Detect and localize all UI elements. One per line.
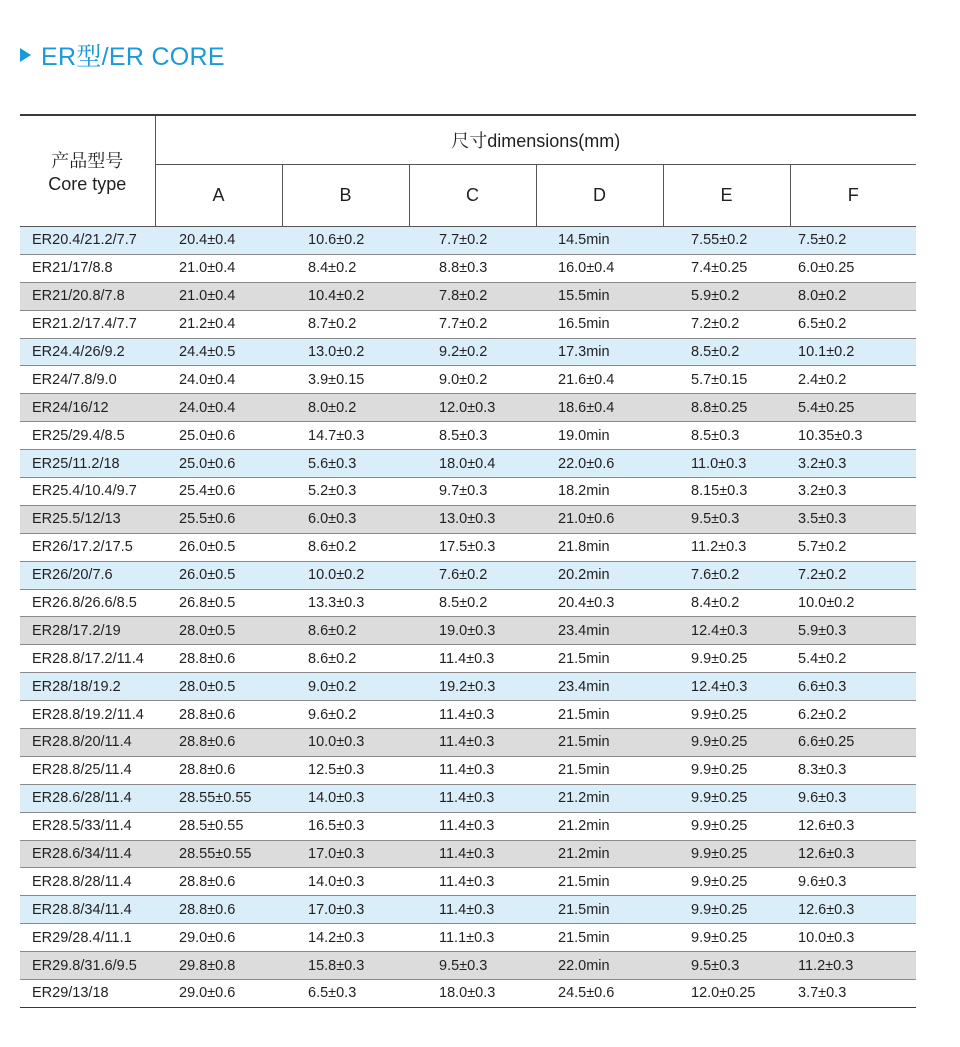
cell-dim-c: 19.2±0.3 (409, 673, 536, 701)
cell-core-type: ER28/17.2/19 (20, 617, 155, 645)
cell-core-type: ER28.8/34/11.4 (20, 896, 155, 924)
cell-dim-d: 18.6±0.4 (536, 394, 663, 422)
cell-core-type: ER29/13/18 (20, 980, 155, 1008)
cell-dim-c: 13.0±0.3 (409, 505, 536, 533)
cell-dim-c: 12.0±0.3 (409, 394, 536, 422)
header-col-c: C (409, 165, 536, 227)
cell-dim-f: 2.4±0.2 (790, 366, 916, 394)
cell-dim-e: 5.7±0.15 (663, 366, 790, 394)
cell-dim-d: 21.2min (536, 784, 663, 812)
cell-dim-c: 11.4±0.3 (409, 729, 536, 757)
cell-dim-c: 18.0±0.4 (409, 450, 536, 478)
cell-dim-e: 11.2±0.3 (663, 533, 790, 561)
cell-dim-c: 11.4±0.3 (409, 868, 536, 896)
cell-core-type: ER28.6/34/11.4 (20, 840, 155, 868)
header-col-b: B (282, 165, 409, 227)
table-row (20, 701, 916, 729)
cell-dim-f: 12.6±0.3 (790, 812, 916, 840)
cell-dim-b: 10.0±0.3 (282, 729, 409, 757)
cell-dim-a: 29.0±0.6 (155, 924, 282, 952)
table-row (20, 310, 916, 338)
cell-dim-c: 9.0±0.2 (409, 366, 536, 394)
cell-dim-e: 8.5±0.2 (663, 338, 790, 366)
cell-dim-a: 28.8±0.6 (155, 645, 282, 673)
cell-dim-c: 8.8±0.3 (409, 254, 536, 282)
cell-dim-e: 9.5±0.3 (663, 952, 790, 980)
cell-core-type: ER28.8/17.2/11.4 (20, 645, 155, 673)
cell-dim-d: 21.6±0.4 (536, 366, 663, 394)
table-row (20, 729, 916, 757)
cell-dim-c: 11.4±0.3 (409, 812, 536, 840)
cell-dim-f: 7.2±0.2 (790, 561, 916, 589)
cell-dim-e: 9.5±0.3 (663, 505, 790, 533)
header-col-f: F (790, 165, 916, 227)
cell-dim-a: 28.8±0.6 (155, 868, 282, 896)
cell-dim-e: 7.2±0.2 (663, 310, 790, 338)
cell-dim-d: 21.5min (536, 868, 663, 896)
table-row (20, 478, 916, 506)
table-row (20, 338, 916, 366)
table-row (20, 282, 916, 310)
table-row (20, 450, 916, 478)
cell-dim-f: 3.5±0.3 (790, 505, 916, 533)
table-row (20, 980, 916, 1008)
cell-dim-b: 9.6±0.2 (282, 701, 409, 729)
cell-dim-a: 28.0±0.5 (155, 673, 282, 701)
table-row (20, 589, 916, 617)
cell-dim-a: 28.0±0.5 (155, 617, 282, 645)
cell-dim-f: 10.1±0.2 (790, 338, 916, 366)
cell-dim-e: 9.9±0.25 (663, 729, 790, 757)
cell-dim-a: 21.2±0.4 (155, 310, 282, 338)
cell-dim-d: 20.2min (536, 561, 663, 589)
cell-core-type: ER26.8/26.6/8.5 (20, 589, 155, 617)
cell-dim-a: 28.5±0.55 (155, 812, 282, 840)
header-core-type-en: Core type (48, 173, 127, 194)
cell-dim-e: 8.8±0.25 (663, 394, 790, 422)
cell-dim-e: 12.0±0.25 (663, 980, 790, 1008)
cell-dim-f: 3.2±0.3 (790, 478, 916, 506)
cell-dim-c: 19.0±0.3 (409, 617, 536, 645)
header-col-e: E (663, 165, 790, 227)
table-row (20, 561, 916, 589)
cell-core-type: ER20.4/21.2/7.7 (20, 227, 155, 255)
header-col-a: A (155, 165, 282, 227)
cell-dim-c: 11.4±0.3 (409, 701, 536, 729)
cell-dim-a: 28.8±0.6 (155, 896, 282, 924)
cell-dim-a: 29.8±0.8 (155, 952, 282, 980)
cell-dim-a: 28.8±0.6 (155, 729, 282, 757)
cell-core-type: ER21/20.8/7.8 (20, 282, 155, 310)
cell-dim-f: 5.4±0.2 (790, 645, 916, 673)
cell-dim-b: 13.3±0.3 (282, 589, 409, 617)
cell-dim-b: 8.6±0.2 (282, 617, 409, 645)
cell-core-type: ER25.5/12/13 (20, 505, 155, 533)
cell-core-type: ER21.2/17.4/7.7 (20, 310, 155, 338)
cell-dim-d: 21.5min (536, 896, 663, 924)
cell-dim-c: 11.4±0.3 (409, 756, 536, 784)
cell-dim-f: 7.5±0.2 (790, 227, 916, 255)
cell-dim-e: 5.9±0.2 (663, 282, 790, 310)
cell-dim-f: 5.9±0.3 (790, 617, 916, 645)
cell-dim-f: 5.7±0.2 (790, 533, 916, 561)
cell-dim-f: 6.5±0.2 (790, 310, 916, 338)
cell-core-type: ER25/11.2/18 (20, 450, 155, 478)
cell-dim-c: 7.8±0.2 (409, 282, 536, 310)
cell-dim-b: 8.4±0.2 (282, 254, 409, 282)
cell-core-type: ER21/17/8.8 (20, 254, 155, 282)
cell-dim-c: 7.6±0.2 (409, 561, 536, 589)
cell-dim-e: 9.9±0.25 (663, 896, 790, 924)
cell-dim-d: 24.5±0.6 (536, 980, 663, 1008)
table-row (20, 896, 916, 924)
cell-dim-c: 9.7±0.3 (409, 478, 536, 506)
cell-dim-e: 12.4±0.3 (663, 673, 790, 701)
cell-dim-f: 11.2±0.3 (790, 952, 916, 980)
table-row (20, 533, 916, 561)
cell-core-type: ER26/17.2/17.5 (20, 533, 155, 561)
cell-dim-b: 14.0±0.3 (282, 868, 409, 896)
cell-dim-b: 14.2±0.3 (282, 924, 409, 952)
cell-dim-c: 17.5±0.3 (409, 533, 536, 561)
cell-dim-e: 8.5±0.3 (663, 422, 790, 450)
cell-dim-a: 21.0±0.4 (155, 254, 282, 282)
cell-dim-c: 11.1±0.3 (409, 924, 536, 952)
table-row (20, 227, 916, 255)
cell-dim-a: 28.8±0.6 (155, 756, 282, 784)
cell-dim-b: 15.8±0.3 (282, 952, 409, 980)
cell-dim-d: 21.5min (536, 756, 663, 784)
cell-dim-f: 8.3±0.3 (790, 756, 916, 784)
cell-dim-c: 7.7±0.2 (409, 310, 536, 338)
cell-dim-c: 9.5±0.3 (409, 952, 536, 980)
table-row (20, 756, 916, 784)
cell-dim-d: 23.4min (536, 673, 663, 701)
cell-dim-d: 21.2min (536, 812, 663, 840)
table-row (20, 505, 916, 533)
cell-dim-b: 3.9±0.15 (282, 366, 409, 394)
triangle-bullet-icon (20, 48, 31, 62)
cell-dim-e: 9.9±0.25 (663, 812, 790, 840)
page-title-text: ER型/ER CORE (41, 43, 225, 71)
cell-dim-a: 28.55±0.55 (155, 784, 282, 812)
cell-dim-b: 10.6±0.2 (282, 227, 409, 255)
cell-dim-b: 8.6±0.2 (282, 533, 409, 561)
cell-dim-b: 17.0±0.3 (282, 840, 409, 868)
er-core-table (20, 114, 916, 1008)
cell-dim-e: 9.9±0.25 (663, 756, 790, 784)
cell-dim-a: 26.0±0.5 (155, 533, 282, 561)
header-col-d: D (536, 165, 663, 227)
cell-dim-b: 10.4±0.2 (282, 282, 409, 310)
table-row (20, 784, 916, 812)
cell-dim-d: 16.0±0.4 (536, 254, 663, 282)
cell-dim-a: 26.8±0.5 (155, 589, 282, 617)
cell-dim-d: 22.0±0.6 (536, 450, 663, 478)
cell-dim-b: 8.0±0.2 (282, 394, 409, 422)
cell-dim-d: 21.5min (536, 645, 663, 673)
cell-dim-f: 10.0±0.2 (790, 589, 916, 617)
table-row (20, 840, 916, 868)
cell-dim-c: 7.7±0.2 (409, 227, 536, 255)
cell-dim-a: 25.0±0.6 (155, 450, 282, 478)
cell-dim-f: 9.6±0.3 (790, 784, 916, 812)
cell-dim-a: 25.5±0.6 (155, 505, 282, 533)
cell-dim-a: 28.55±0.55 (155, 840, 282, 868)
cell-core-type: ER28.8/25/11.4 (20, 756, 155, 784)
cell-dim-c: 11.4±0.3 (409, 896, 536, 924)
cell-dim-f: 12.6±0.3 (790, 840, 916, 868)
cell-dim-b: 12.5±0.3 (282, 756, 409, 784)
cell-dim-e: 12.4±0.3 (663, 617, 790, 645)
table-row (20, 617, 916, 645)
table-body (20, 227, 916, 1008)
cell-dim-c: 9.2±0.2 (409, 338, 536, 366)
cell-dim-b: 6.0±0.3 (282, 505, 409, 533)
cell-core-type: ER28.8/20/11.4 (20, 729, 155, 757)
cell-dim-a: 28.8±0.6 (155, 701, 282, 729)
cell-dim-a: 24.0±0.4 (155, 394, 282, 422)
cell-core-type: ER25/29.4/8.5 (20, 422, 155, 450)
cell-dim-d: 21.8min (536, 533, 663, 561)
cell-core-type: ER24.4/26/9.2 (20, 338, 155, 366)
cell-dim-d: 21.2min (536, 840, 663, 868)
cell-core-type: ER24/7.8/9.0 (20, 366, 155, 394)
cell-dim-d: 15.5min (536, 282, 663, 310)
table-row (20, 422, 916, 450)
cell-dim-b: 8.7±0.2 (282, 310, 409, 338)
cell-core-type: ER28.8/19.2/11.4 (20, 701, 155, 729)
cell-dim-f: 6.0±0.25 (790, 254, 916, 282)
cell-dim-d: 21.5min (536, 701, 663, 729)
cell-dim-b: 14.7±0.3 (282, 422, 409, 450)
cell-dim-a: 21.0±0.4 (155, 282, 282, 310)
cell-dim-c: 11.4±0.3 (409, 840, 536, 868)
cell-dim-e: 7.6±0.2 (663, 561, 790, 589)
cell-core-type: ER24/16/12 (20, 394, 155, 422)
cell-dim-a: 20.4±0.4 (155, 227, 282, 255)
cell-dim-f: 6.6±0.25 (790, 729, 916, 757)
cell-dim-b: 10.0±0.2 (282, 561, 409, 589)
cell-dim-c: 11.4±0.3 (409, 645, 536, 673)
cell-dim-e: 9.9±0.25 (663, 784, 790, 812)
cell-dim-d: 21.5min (536, 729, 663, 757)
cell-dim-f: 12.6±0.3 (790, 896, 916, 924)
cell-dim-e: 9.9±0.25 (663, 701, 790, 729)
cell-dim-b: 6.5±0.3 (282, 980, 409, 1008)
cell-dim-d: 22.0min (536, 952, 663, 980)
header-core-type (20, 115, 155, 227)
cell-dim-e: 9.9±0.25 (663, 868, 790, 896)
cell-dim-b: 5.6±0.3 (282, 450, 409, 478)
table-row (20, 673, 916, 701)
table-row (20, 952, 916, 980)
cell-dim-a: 25.0±0.6 (155, 422, 282, 450)
cell-dim-d: 17.3min (536, 338, 663, 366)
cell-dim-c: 8.5±0.3 (409, 422, 536, 450)
cell-dim-b: 13.0±0.2 (282, 338, 409, 366)
table-row (20, 254, 916, 282)
cell-dim-e: 8.15±0.3 (663, 478, 790, 506)
cell-dim-d: 18.2min (536, 478, 663, 506)
header-dimensions: 尺寸dimensions(mm) (155, 115, 916, 165)
table-row (20, 868, 916, 896)
cell-dim-f: 3.2±0.3 (790, 450, 916, 478)
cell-dim-d: 23.4min (536, 617, 663, 645)
cell-dim-b: 8.6±0.2 (282, 645, 409, 673)
cell-dim-f: 9.6±0.3 (790, 868, 916, 896)
cell-dim-a: 24.0±0.4 (155, 366, 282, 394)
cell-dim-c: 18.0±0.3 (409, 980, 536, 1008)
cell-dim-f: 10.35±0.3 (790, 422, 916, 450)
cell-dim-d: 16.5min (536, 310, 663, 338)
cell-dim-a: 29.0±0.6 (155, 980, 282, 1008)
cell-dim-e: 7.4±0.25 (663, 254, 790, 282)
cell-dim-e: 11.0±0.3 (663, 450, 790, 478)
cell-dim-f: 6.6±0.3 (790, 673, 916, 701)
table-row (20, 812, 916, 840)
cell-core-type: ER25.4/10.4/9.7 (20, 478, 155, 506)
cell-dim-e: 9.9±0.25 (663, 924, 790, 952)
table-row (20, 394, 916, 422)
cell-dim-f: 6.2±0.2 (790, 701, 916, 729)
cell-dim-c: 8.5±0.2 (409, 589, 536, 617)
cell-dim-f: 5.4±0.25 (790, 394, 916, 422)
cell-dim-d: 21.5min (536, 924, 663, 952)
cell-dim-a: 26.0±0.5 (155, 561, 282, 589)
cell-dim-b: 17.0±0.3 (282, 896, 409, 924)
table-row (20, 645, 916, 673)
cell-dim-b: 16.5±0.3 (282, 812, 409, 840)
cell-core-type: ER26/20/7.6 (20, 561, 155, 589)
cell-dim-e: 8.4±0.2 (663, 589, 790, 617)
cell-core-type: ER28.8/28/11.4 (20, 868, 155, 896)
cell-dim-d: 21.0±0.6 (536, 505, 663, 533)
cell-dim-f: 10.0±0.3 (790, 924, 916, 952)
header-core-type-cn: 产品型号 (51, 150, 124, 171)
cell-dim-d: 14.5min (536, 227, 663, 255)
cell-dim-d: 20.4±0.3 (536, 589, 663, 617)
cell-core-type: ER29/28.4/11.1 (20, 924, 155, 952)
cell-dim-b: 14.0±0.3 (282, 784, 409, 812)
cell-core-type: ER28/18/19.2 (20, 673, 155, 701)
cell-dim-a: 25.4±0.6 (155, 478, 282, 506)
cell-dim-b: 5.2±0.3 (282, 478, 409, 506)
table-row (20, 366, 916, 394)
table-row (20, 924, 916, 952)
cell-dim-f: 3.7±0.3 (790, 980, 916, 1008)
cell-dim-c: 11.4±0.3 (409, 784, 536, 812)
cell-core-type: ER28.5/33/11.4 (20, 812, 155, 840)
cell-dim-e: 9.9±0.25 (663, 645, 790, 673)
cell-core-type: ER28.6/28/11.4 (20, 784, 155, 812)
cell-dim-b: 9.0±0.2 (282, 673, 409, 701)
cell-core-type: ER29.8/31.6/9.5 (20, 952, 155, 980)
cell-dim-e: 7.55±0.2 (663, 227, 790, 255)
cell-dim-a: 24.4±0.5 (155, 338, 282, 366)
page-title (20, 38, 225, 72)
cell-dim-d: 19.0min (536, 422, 663, 450)
cell-dim-e: 9.9±0.25 (663, 840, 790, 868)
cell-dim-f: 8.0±0.2 (790, 282, 916, 310)
